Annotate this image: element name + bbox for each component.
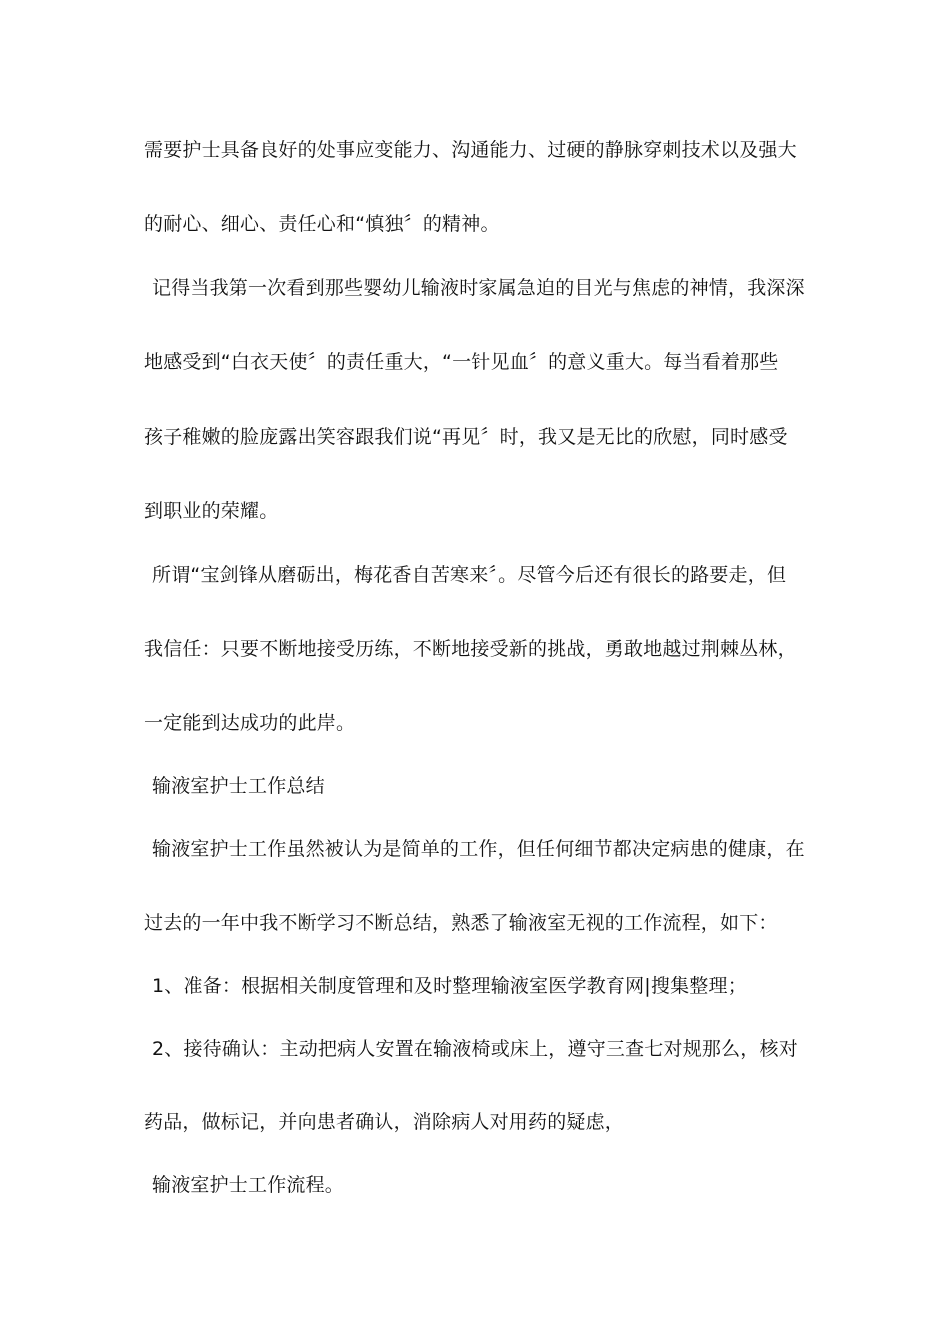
text-line: 的耐心、细心、责任心和“慎独〞的精神。 bbox=[144, 213, 500, 235]
section-heading: 输液室护士工作总结 bbox=[152, 775, 325, 797]
text-line: 孩子稚嫩的脸庞露出笑容跟我们说“再见〞时，我又是无比的欣慰，同时感受 bbox=[144, 426, 788, 448]
paragraph-start: 记得当我第一次看到那些婴幼儿输液时家属急迫的目光与焦虑的神情，我深深 bbox=[152, 277, 805, 299]
text-line: 地感受到“白衣天使〞的责任重大，“一针见血〞的意义重大。每当看着那些 bbox=[144, 351, 779, 373]
paragraph-start: 输液室护士工作流程。 bbox=[152, 1174, 345, 1196]
text-line: 过去的一年中我不断学习不断总结，熟悉了输液室无视的工作流程，如下： bbox=[144, 912, 778, 934]
text-line: 到职业的荣耀。 bbox=[144, 500, 279, 522]
list-item: 1、准备：根据相关制度管理和及时整理输液室医学教育网|搜集整理； bbox=[152, 975, 747, 997]
paragraph-start: 所谓“宝剑锋从磨砺出，梅花香自苦寒来〞。尽管今后还有很长的路要走，但 bbox=[152, 564, 787, 586]
list-item: 2、接待确认：主动把病人安置在输液椅或床上，遵守三查七对规那么，核对 bbox=[152, 1038, 798, 1060]
text-line: 一定能到达成功的此岸。 bbox=[144, 712, 356, 734]
text-line: 需要护士具备良好的处事应变能力、沟通能力、过硬的静脉穿刺技术以及强大 bbox=[144, 139, 797, 161]
paragraph-start: 输液室护士工作虽然被认为是简单的工作，但任何细节都决定病患的健康，在 bbox=[152, 838, 805, 860]
text-line: 药品，做标记，并向患者确认，消除病人对用药的疑虑， bbox=[144, 1111, 625, 1133]
text-line: 我信任：只要不断地接受历练，不断地接受新的挑战，勇敢地越过荆棘丛林， bbox=[144, 638, 797, 660]
